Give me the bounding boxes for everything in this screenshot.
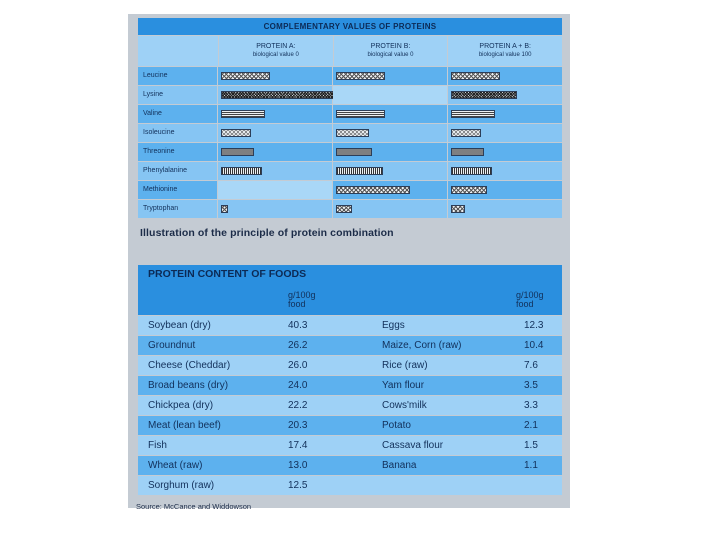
amount-cell-a xyxy=(218,200,333,218)
amino-acid-row xyxy=(138,180,562,199)
amount-cell-b xyxy=(333,86,448,104)
protein-value: 26.2 xyxy=(288,340,308,351)
complementary-table-title: COMPLEMENTARY VALUES OF PROTEINS xyxy=(138,18,562,35)
food-name: Cows'milk xyxy=(382,400,427,411)
amino-acid-name: Isoleucine xyxy=(138,124,218,142)
food-row xyxy=(138,375,562,395)
amount-bar-b xyxy=(336,129,369,137)
protein-content-table xyxy=(138,265,562,495)
amino-acid-row xyxy=(138,199,562,218)
amount-bar-a xyxy=(221,205,228,213)
protein-value: 10.4 xyxy=(524,340,544,351)
amount-cell-a xyxy=(218,162,333,180)
food-row xyxy=(138,435,562,455)
amount-bar-ab xyxy=(451,72,500,80)
food-name: Chickpea (dry) xyxy=(148,400,214,411)
unit-label-left: g/100g food xyxy=(288,290,316,309)
amino-acid-name: Phenylalanine xyxy=(138,162,218,180)
amino-acid-row xyxy=(138,104,562,123)
food-name: Fish xyxy=(148,440,167,451)
protein-value: 1.1 xyxy=(524,460,538,471)
food-name: Maize, Corn (raw) xyxy=(382,340,462,351)
food-name: Meat (lean beef) xyxy=(148,420,221,431)
food-name: Broad beans (dry) xyxy=(148,380,229,391)
amino-acid-name: Valine xyxy=(138,105,218,123)
amino-acid-row xyxy=(138,123,562,142)
food-row xyxy=(138,355,562,375)
food-row xyxy=(138,335,562,355)
protein-value: 1.5 xyxy=(524,440,538,451)
food-name: Banana xyxy=(382,460,417,471)
protein-value: 7.6 xyxy=(524,360,538,371)
food-name: Wheat (raw) xyxy=(148,460,203,471)
column-header-protein-ab: PROTEIN A + B: biological value 100 xyxy=(478,43,532,58)
amino-acid-row xyxy=(138,161,562,180)
amount-cell-b xyxy=(333,105,448,123)
amount-bar-b xyxy=(336,186,410,194)
food-rows xyxy=(138,315,562,495)
amount-cell-a xyxy=(218,86,333,104)
amount-cell-ab xyxy=(448,86,562,104)
protein-value: 17.4 xyxy=(288,440,308,451)
protein-content-header xyxy=(138,265,562,315)
food-name: Potato xyxy=(382,420,411,431)
amount-cell-ab xyxy=(448,181,562,199)
food-name: Groundnut xyxy=(148,340,196,351)
food-row xyxy=(138,415,562,435)
amount-bar-ab xyxy=(451,129,481,137)
amount-cell-ab xyxy=(448,105,562,123)
amount-bar-a xyxy=(221,148,254,156)
food-row xyxy=(138,475,562,495)
amount-cell-a xyxy=(218,67,333,85)
protein-value: 40.3 xyxy=(288,320,308,331)
amino-acid-name: Tryptophan xyxy=(138,200,218,218)
protein-value: 12.3 xyxy=(524,320,544,331)
food-name: Cheese (Cheddar) xyxy=(148,360,231,371)
amino-acid-row xyxy=(138,66,562,85)
amount-cell-a xyxy=(218,143,333,161)
amount-cell-ab xyxy=(448,143,562,161)
amount-bar-a xyxy=(221,129,251,137)
amount-bar-ab xyxy=(451,167,492,175)
amount-bar-b xyxy=(336,110,385,118)
food-name: Cassava flour xyxy=(382,440,444,451)
protein-value: 3.3 xyxy=(524,400,538,411)
figure-caption: Illustration of the principle of protein combination xyxy=(140,227,394,239)
protein-value: 2.1 xyxy=(524,420,538,431)
food-name: Sorghum (raw) xyxy=(148,480,215,491)
amount-cell-ab xyxy=(448,67,562,85)
food-name: Soybean (dry) xyxy=(148,320,211,331)
amino-acid-name: Methionine xyxy=(138,181,218,199)
food-name: Rice (raw) xyxy=(382,360,428,371)
protein-value: 20.3 xyxy=(288,420,308,431)
amount-bar-a xyxy=(221,167,262,175)
column-header-protein-b: PROTEIN B: biological value 0 xyxy=(334,36,449,66)
amount-cell-a xyxy=(218,124,333,142)
food-row xyxy=(138,395,562,415)
source-note: Source: McCance and Widdowson xyxy=(136,502,252,511)
protein-value: 12.5 xyxy=(288,480,308,491)
amount-cell-b xyxy=(333,162,448,180)
column-header-protein-a: PROTEIN A: biological value 0 xyxy=(219,36,334,66)
protein-content-title: PROTEIN CONTENT OF FOODS xyxy=(148,268,307,280)
protein-value: 26.0 xyxy=(288,360,308,371)
amount-bar-ab xyxy=(451,148,484,156)
amount-bar-a xyxy=(221,72,270,80)
amino-acid-rows xyxy=(138,66,562,218)
amount-cell-ab xyxy=(448,124,562,142)
food-name: Yam flour xyxy=(382,380,425,391)
amount-cell-b xyxy=(333,200,448,218)
amount-bar-b xyxy=(336,167,383,175)
food-name: Eggs xyxy=(382,320,405,331)
protein-value: 3.5 xyxy=(524,380,538,391)
amino-acid-row xyxy=(138,142,562,161)
amount-cell-b xyxy=(333,181,448,199)
amount-cell-ab xyxy=(448,200,562,218)
amount-bar-ab xyxy=(451,91,517,99)
document-page xyxy=(128,14,570,511)
amount-bar-ab xyxy=(451,205,465,213)
amount-bar-b xyxy=(336,72,385,80)
complementary-values-table xyxy=(138,18,562,218)
amount-cell-ab xyxy=(448,162,562,180)
amount-bar-b xyxy=(336,148,372,156)
food-row xyxy=(138,455,562,475)
protein-value: 22.2 xyxy=(288,400,308,411)
protein-value: 13.0 xyxy=(288,460,308,471)
amino-acid-row xyxy=(138,85,562,104)
amount-cell-b xyxy=(333,67,448,85)
unit-label-right: g/100g food xyxy=(516,290,544,309)
amino-acid-name: Threonine xyxy=(138,143,218,161)
amount-cell-a xyxy=(218,181,333,199)
protein-value: 24.0 xyxy=(288,380,308,391)
amount-bar-ab xyxy=(451,110,495,118)
food-row xyxy=(138,315,562,335)
amount-bar-a xyxy=(221,91,344,99)
amino-acid-name: Lysine xyxy=(138,86,218,104)
amount-bar-a xyxy=(221,110,265,118)
amount-bar-ab xyxy=(451,186,487,194)
amount-cell-a xyxy=(218,105,333,123)
complementary-table-header xyxy=(138,35,562,66)
amount-cell-b xyxy=(333,143,448,161)
amount-cell-b xyxy=(333,124,448,142)
amount-bar-b xyxy=(336,205,352,213)
amino-acid-name: Leucine xyxy=(138,67,218,85)
